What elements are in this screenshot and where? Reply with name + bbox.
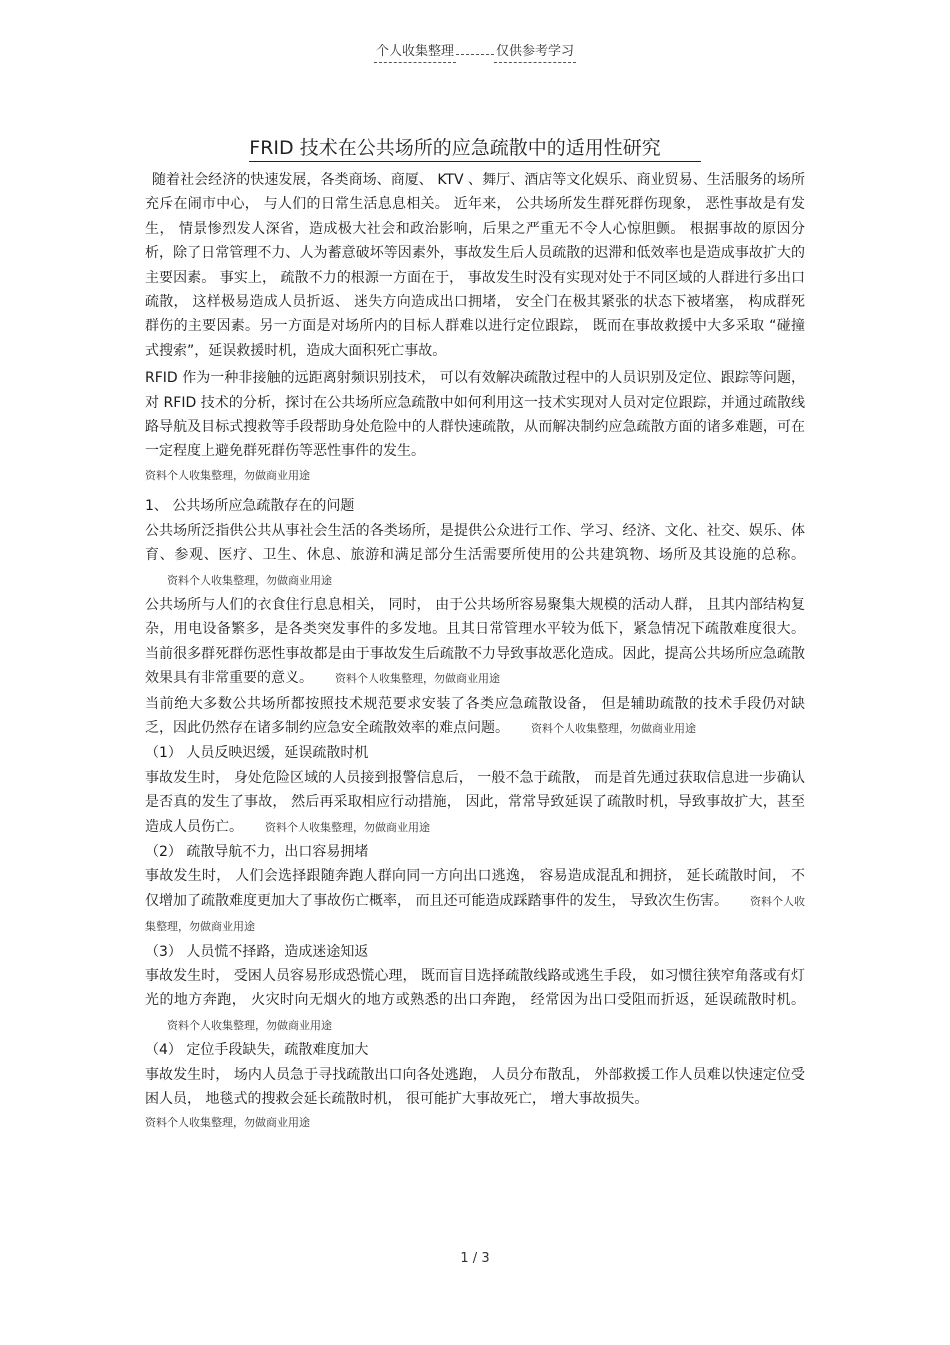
copyright-note: 资料个人收集整理，勿做商业用途: [145, 468, 310, 482]
issue-heading: （1） 人员反映迟缓，延误疏散时机: [145, 745, 369, 762]
page-number: 1 / 3: [460, 1251, 490, 1266]
inline-note: 资料个人收集整理，勿做商业用途: [531, 721, 696, 735]
header-left: 个人收集整理: [374, 40, 456, 63]
header-separator: [456, 51, 494, 55]
copyright-note: 资料个人收集整理，勿做商业用途: [145, 1116, 310, 1130]
issue-body-text: 事故发生时， 受困人员容易形成恐慌心理， 既而盲目选择疏散线路或逃生手段， 如习惯往狭窄角落或有灯光的地方奔跑， 火灾时向无烟火的地方或熟悉的出口奔跑， 经常因为出口受阻而折返，延误疏散时机。: [145, 968, 805, 1009]
document-title: [0, 133, 950, 160]
issue-heading: （2） 疏散导航不力，出口容易拥堵: [145, 843, 369, 860]
issue-body-text: 事故发生时， 人们会选择跟随奔跑人群向同一方向出口逃逸， 容易造成混乱和拥挤， 延长疏散时间， 不仅增加了疏散难度更加大了事故伤亡概率， 而且还可能造成踩踏事件的发生， 导致次生伤害。: [145, 868, 805, 909]
inline-note: 资料个人收集整理，勿做商业用途: [167, 1018, 332, 1032]
page-header: [0, 40, 950, 63]
intro-paragraph-1: 随着社会经济的快速发展，各类商场、商厦、 KTV 、舞厅、酒店等文化娱乐、商业贸易、生活服务的场所充斥在闹市中心， 与人们的日常生活息息相关。 近年来， 公共场所发生群死群伤现象， 恶性事故是有发生， 情景惨烈发人深省，造成极大社会和政治影响，后果之严重无不令人心惊胆颤。 根据事故的原因分析，除了日常管理不力、人为蓄意破坏等因素外，事故发生后人员疏散的迟滞和低效率也是造成事故扩大的主要因素。 事实上， 疏散不力的根源一方面在于， 事故发生时没有实现对处于不同区域的人群进行多出口疏散， 这样极易造成人员折返、 迷失方向造成出口拥堵， 安全门在极其紧张的状态下被堵塞， 构成群死群伤的主要因素。另一方面是对场所内的目标人群难以进行定位跟踪， 既而在事故救援中大多采取 “碰撞式搜索”，延误救援时机，造成大面积死亡事故。: [145, 172, 805, 359]
issue-heading: （3） 人员慌不择路，造成迷途知返: [145, 943, 369, 960]
section-paragraph-3-text: 当前绝大多数公共场所都按照技术规范要求安装了各类应急疏散设备， 但是辅助疏散的技术手段仍对缺乏，因此仍然存在诸多制约应急安全疏散效率的难点问题。: [145, 695, 805, 736]
inline-note: 资料个人收集整理，勿做商业用途: [335, 672, 500, 686]
header-right: 仅供参考学习: [494, 40, 576, 63]
inline-note: 资料个人收集整理，勿做商业用途: [145, 894, 805, 934]
issue-heading: （4） 定位手段缺失，疏散难度加大: [145, 1042, 369, 1059]
section-paragraph-1-text: 公共场所泛指供公共从事社会生活的各类场所，是提供公众进行工作、学习、经济、文化、社交、娱乐、体育、参观、医疗、卫生、休息、旅游和满足部分生活需要所使用的公共建筑物、场所及其设施的总称。: [145, 522, 805, 564]
inline-note: 资料个人收集整理，勿做商业用途: [265, 820, 430, 834]
issue-body-text: 事故发生时， 场内人员急于寻找疏散出口向各处逃跑， 人员分布散乱， 外部救援工作人员难以快速定位受困人员， 地毯式的搜救会延长疏散时机， 很可能扩大事故死亡， 增大事故损失。: [145, 1066, 805, 1108]
section-heading: 1、 公共场所应急疏散存在的问题: [145, 498, 355, 515]
document-title-text: FRID 技术在公共场所的应急疏散中的适用性研究: [249, 137, 700, 162]
issue-body: [145, 1063, 805, 1112]
intro-paragraph-2: RFID 作为一种非接触的远距离射频识别技术， 可以有效解决疏散过程中的人员识别及定位、跟踪等问题，对 RFID 技术的分析，探讨在公共场所应急疏散中如何利用这一技术实现对人员对定位跟踪，并通过疏散线路导航及目标式搜救等手段帮助身处危险中的人群快速疏散，从而解决制约应急疏散方面的诸多难题，可在一定程度上避免群死群伤等恶性事件的发生。: [145, 370, 805, 460]
document-body: [145, 168, 805, 1136]
issue-body: [145, 964, 805, 1038]
section-paragraph-3: [145, 692, 805, 742]
issue-body: [145, 864, 805, 939]
inline-note: 资料个人收集整理，勿做商业用途: [167, 573, 332, 587]
issue-body: [145, 766, 805, 840]
section-paragraph-2: [145, 593, 805, 692]
section-paragraph-2-text: 公共场所与人们的衣食住行息息相关， 同时， 由于公共场所容易聚集大规模的活动人群， 且其内部结构复杂，用电设备繁多，是各类突发事件的多发地。且其日常管理水平较为低下，紧急情况下疏散难度很大。 当前很多群死群伤恶性事故都是由于事故发生后疏散不力导致事故恶化造成。因此，提高公共场所应急疏散效果具有非常重要的意义。: [145, 596, 805, 687]
issue-body-text: 事故发生时， 身处危险区域的人员接到报警信息后， 一般不急于疏散， 而是首先通过获取信息进一步确认是否真的发生了事故， 然后再采取相应行动措施， 因此，常常导致延误了疏散时机，导致事故扩大，甚至造成人员伤亡。: [145, 769, 805, 835]
section-paragraph-1: [145, 519, 805, 593]
